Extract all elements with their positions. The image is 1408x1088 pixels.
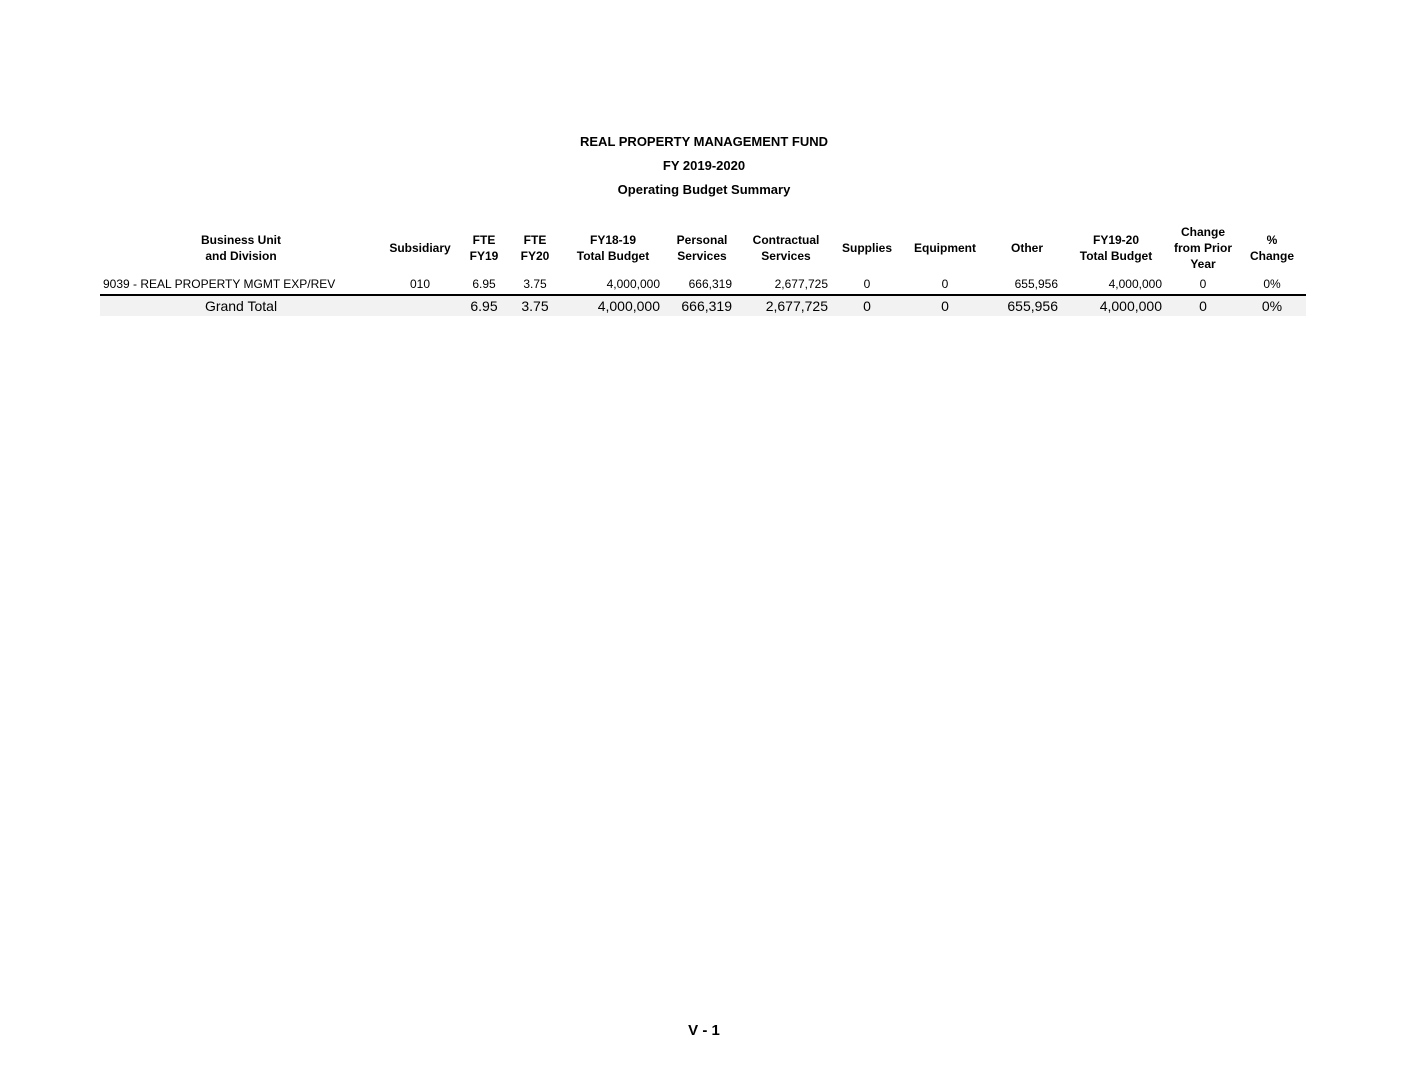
budget-summary-table <box>100 222 1306 316</box>
cell-fte-fy20: 3.75 <box>510 274 560 295</box>
col-header-pct-change: % Change <box>1249 233 1294 263</box>
grand-total-fte-fy20: 3.75 <box>510 295 560 316</box>
col-header-supplies: Supplies <box>841 241 892 255</box>
table-header-row <box>100 222 1306 274</box>
col-header-business-unit: Business Unit and Division <box>200 233 281 263</box>
cell-subsidiary: 010 <box>382 274 458 295</box>
grand-total-pct-change: 0% <box>1238 295 1306 316</box>
col-header-other: Other <box>1010 241 1043 255</box>
cell-contractual-services: 2,677,725 <box>738 274 834 295</box>
col-header-personal-services: Personal Services <box>676 233 728 263</box>
cell-fte-fy19: 6.95 <box>458 274 510 295</box>
grand-total-personal-services: 666,319 <box>666 295 738 316</box>
table-row <box>100 274 1306 295</box>
cell-equipment: 0 <box>900 274 990 295</box>
col-header-subsidiary: Subsidiary <box>389 241 451 255</box>
cell-other: 655,956 <box>990 274 1064 295</box>
grand-total-subsidiary <box>382 295 458 316</box>
cell-fy18-19-total: 4,000,000 <box>560 274 666 295</box>
grand-total-contractual-services: 2,677,725 <box>738 295 834 316</box>
cell-fy19-20-total: 4,000,000 <box>1064 274 1168 295</box>
col-header-change: Change from Prior Year <box>1173 225 1232 271</box>
grand-total-fte-fy19: 6.95 <box>458 295 510 316</box>
col-header-equipment: Equipment <box>914 241 976 255</box>
grand-total-fy19-20-total: 4,000,000 <box>1064 295 1168 316</box>
fiscal-year: FY 2019-2020 <box>662 158 746 173</box>
page-number: V - 1 <box>688 1022 720 1039</box>
grand-total-supplies: 0 <box>834 295 900 316</box>
col-header-fte-fy19: FTE FY19 <box>469 233 499 263</box>
grand-total-other: 655,956 <box>990 295 1064 316</box>
cell-pct-change: 0% <box>1238 274 1306 295</box>
report-header <box>0 130 1408 202</box>
col-header-contractual-services: Contractual Services <box>752 233 820 263</box>
col-header-fy18-19-total: FY18-19 Total Budget <box>576 233 650 263</box>
grand-total-change: 0 <box>1168 295 1238 316</box>
report-title: REAL PROPERTY MANAGEMENT FUND <box>580 134 828 149</box>
grand-total-fy18-19-total: 4,000,000 <box>560 295 666 316</box>
report-subtitle: Operating Budget Summary <box>617 182 791 197</box>
col-header-fy19-20-total: FY19-20 Total Budget <box>1079 233 1153 263</box>
grand-total-equipment: 0 <box>900 295 990 316</box>
cell-business-unit: 9039 - REAL PROPERTY MGMT EXP/REV <box>100 274 382 295</box>
cell-change: 0 <box>1168 274 1238 295</box>
cell-personal-services: 666,319 <box>666 274 738 295</box>
grand-total-label: Grand Total <box>100 295 382 316</box>
col-header-fte-fy20: FTE FY20 <box>520 233 550 263</box>
cell-supplies: 0 <box>834 274 900 295</box>
grand-total-row <box>100 295 1306 316</box>
